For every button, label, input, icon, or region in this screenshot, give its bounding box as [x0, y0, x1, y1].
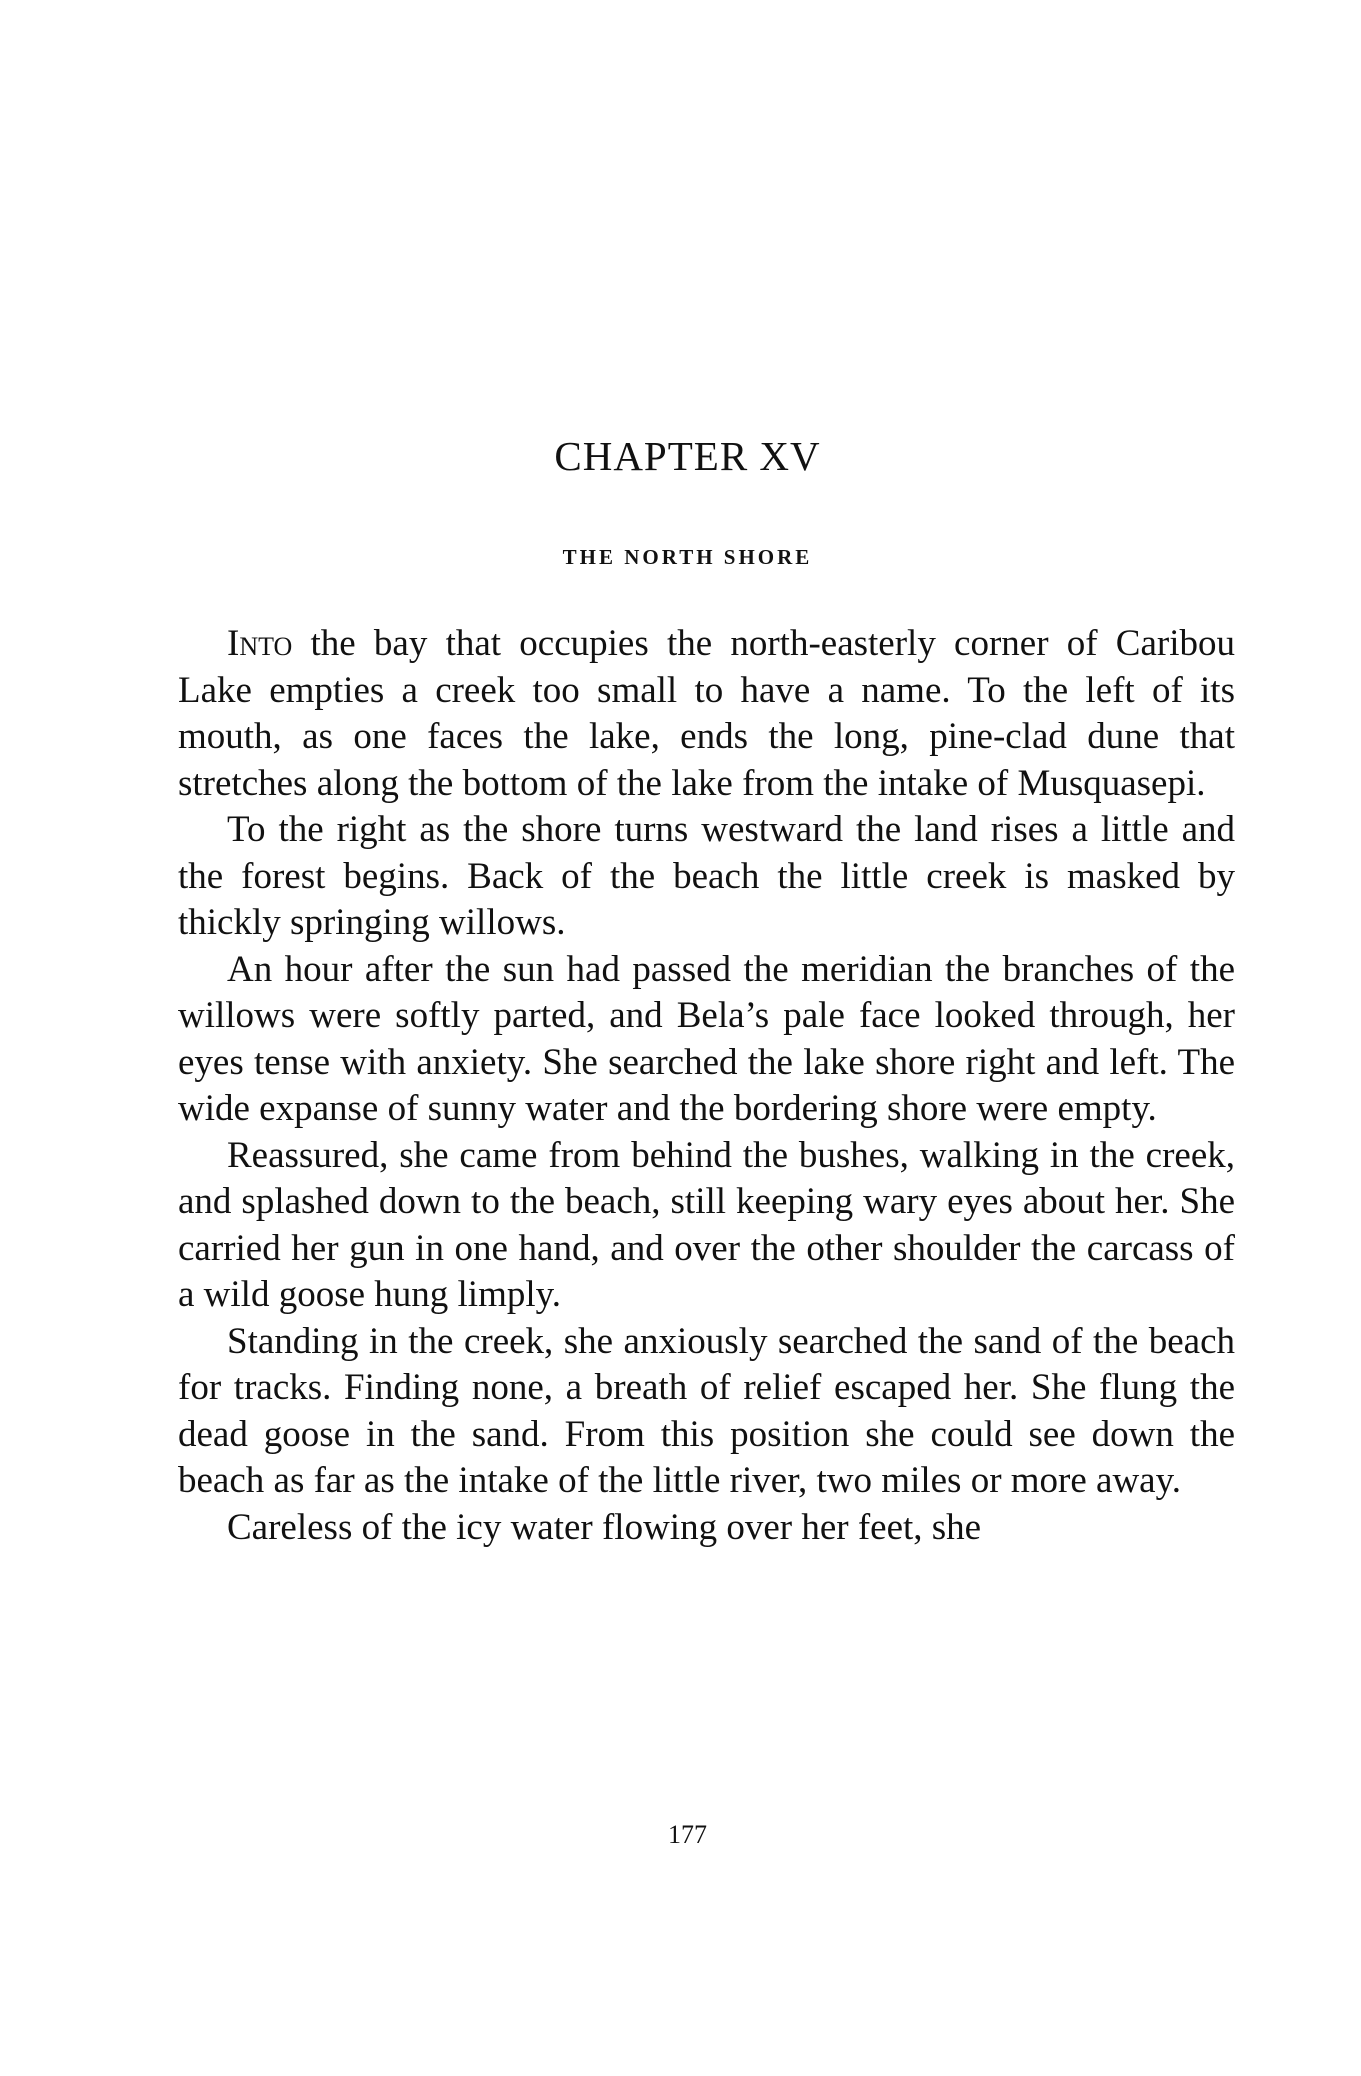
paragraph: Standing in the creek, she anxiously searched the sand of the beach for tracks. Finding none, a breath of relief escaped her. She flung the dead goose in the sand. From this position she could see down the beach as far as the intake of the little river, two miles or more away.	[178, 1320, 1235, 1501]
paragraph: An hour after the sun had passed the meridian the branches of the willows were softly parted, and Bela’s pale face looked through, her eyes tense with anxiety. She searched the lake shore right and left. The wide expanse of sunny water and the bordering shore were empty.	[178, 948, 1235, 1129]
paragraph: To the right as the shore turns westward the land rises a little and the forest begins. Back of the beach the little creek is masked by thickly springing willows.	[178, 809, 1235, 943]
chapter-body	[178, 621, 1235, 1551]
paragraph: Reassured, she came from behind the bushes, walking in the creek, and splashed down to the beach, still keeping wary eyes about her. She carried her gun in one hand, and over the other shoulder the carcass of a wild goose hung limply.	[178, 1134, 1235, 1315]
paragraph-text: the bay that occupies the north-easterly corner of Caribou Lake empties a creek too small to have a name. To the left of its mouth, as one faces the lake, ends the long, pine-clad dune that stretches along the bottom of the lake from the intake of Musquasepi.	[178, 623, 1235, 804]
opening-word: Into	[227, 623, 293, 664]
paragraph: Careless of the icy water flowing over her feet, she	[227, 1506, 982, 1548]
paragraph	[178, 621, 1235, 807]
chapter-title: CHAPTER XV	[554, 433, 821, 479]
page-number: 177	[668, 1820, 707, 1849]
chapter-subtitle: THE NORTH SHORE	[562, 545, 813, 569]
